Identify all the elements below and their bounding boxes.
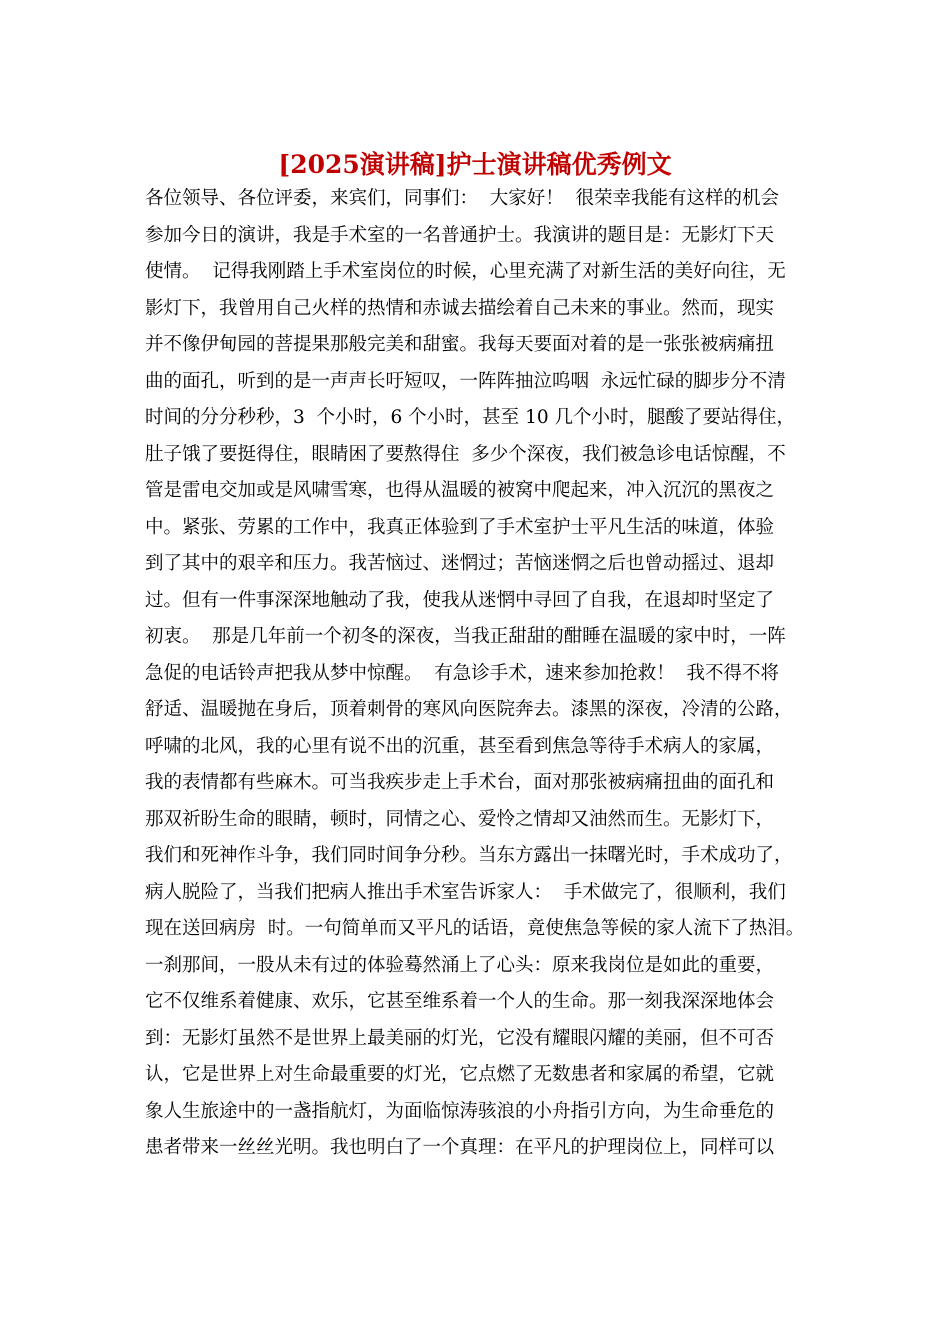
body-line: 使情。 记得我刚踏上手术室岗位的时候，心里充满了对新生活的美好向往，无 (145, 261, 786, 282)
document-title: [2025演讲稿]护士演讲稿优秀例文 (278, 150, 672, 179)
body-line: 影灯下，我曾用自己火样的热情和赤诚去描绘着自己未来的事业。然而，现实 (145, 297, 775, 319)
body-line: 它不仅维系着健康、欢乐，它甚至维系着一个人的生命。那一刻我深深地体会 (145, 991, 775, 1012)
body-line: 病人脱险了，当我们把病人推出手术室告诉家人： 手术做完了，很顺利，我们 (145, 881, 786, 903)
body-line: 并不像伊甸园的菩提果那般完美和甜蜜。我每天要面对着的是一张张被病痛扭 (145, 334, 775, 355)
body-line: 我们和死神作斗争，我们同时间争分秒。当东方露出一抹曙光时，手术成功了， (145, 845, 793, 866)
body-line: 过。但有一件事深深地触动了我，使我从迷惘中寻回了自我，在退却时坚定了 (145, 589, 775, 611)
body-line: 管是雷电交加或是风啸雪寒，也得从温暖的被窝中爬起来，冲入沉沉的黑夜之 (145, 480, 775, 501)
body-line: 患者带来一丝丝光明。我也明白了一个真理：在平凡的护理岗位上，同样可以 (145, 1137, 775, 1158)
body-line: 现在送回病房 时。一句简单而又平凡的话语，竟使焦急等候的家人流下了热泪。 (145, 918, 805, 939)
body-line: 呼啸的北风，我的心里有说不出的沉重，甚至看到焦急等待手术病人的家属， (145, 735, 775, 757)
body-line: 认，它是世界上对生命最重要的灯光，它点燃了无数患者和家属的希望，它就 (145, 1064, 775, 1085)
body-line: 舒适、温暖抛在身后，顶着刺骨的寒风向医院奔去。漆黑的深夜，冷清的公路， (145, 699, 793, 720)
body-line: 那双祈盼生命的眼睛，顿时，同情之心、爱怜之情却又油然而生。无影灯下， (145, 808, 775, 830)
body-line: 一刹那间，一股从未有过的体验蓦然涌上了心头：原来我岗位是如此的重要， (145, 954, 775, 976)
body-line: 肚子饿了要挺得住，眼睛困了要熬得住 多少个深夜，我们被急诊电话惊醒，不 (145, 443, 786, 465)
body-line: 曲的面孔，听到的是一声声长吁短叹，一阵阵抽泣呜咽 永远忙碌的脚步分不清 (145, 370, 786, 392)
body-line: 时间的分分秒秒，3 个小时，6 个小时，甚至 10 几个小时，腿酸了要站得住， (145, 407, 795, 428)
body-line: 急促的电话铃声把我从梦中惊醒。 有急诊手术，速来参加抢救！ 我不得不将 (145, 662, 780, 684)
body-line: 中。紧张、劳累的工作中，我真正体验到了手术室护士平凡生活的味道，体验 (145, 516, 775, 538)
body-line: 各位领导、各位评委，来宾们，同事们： 大家好！ 很荣幸我能有这样的机会 (145, 188, 780, 209)
body-line: 到：无影灯虽然不是世界上最美丽的灯光，它没有耀眼闪耀的美丽，但不可否 (145, 1027, 775, 1049)
body-line: 参加今日的演讲，我是手术室的一名普通护士。我演讲的题目是：无影灯下天 (145, 224, 775, 246)
body-line: 我的表情都有些麻木。可当我疾步走上手术台，面对那张被病痛扭曲的面孔和 (145, 772, 775, 793)
document-body (145, 181, 855, 1167)
body-line: 初衷。 那是几年前一个初冬的深夜，当我正甜甜的酣睡在温暖的家中时，一阵 (145, 626, 786, 647)
body-line: 到了其中的艰辛和压力。我苦恼过、迷惘过；苦恼迷惘之后也曾动摇过、退却 (145, 553, 775, 574)
body-line: 象人生旅途中的一盏指航灯，为面临惊涛骇浪的小舟指引方向，为生命垂危的 (145, 1100, 775, 1122)
